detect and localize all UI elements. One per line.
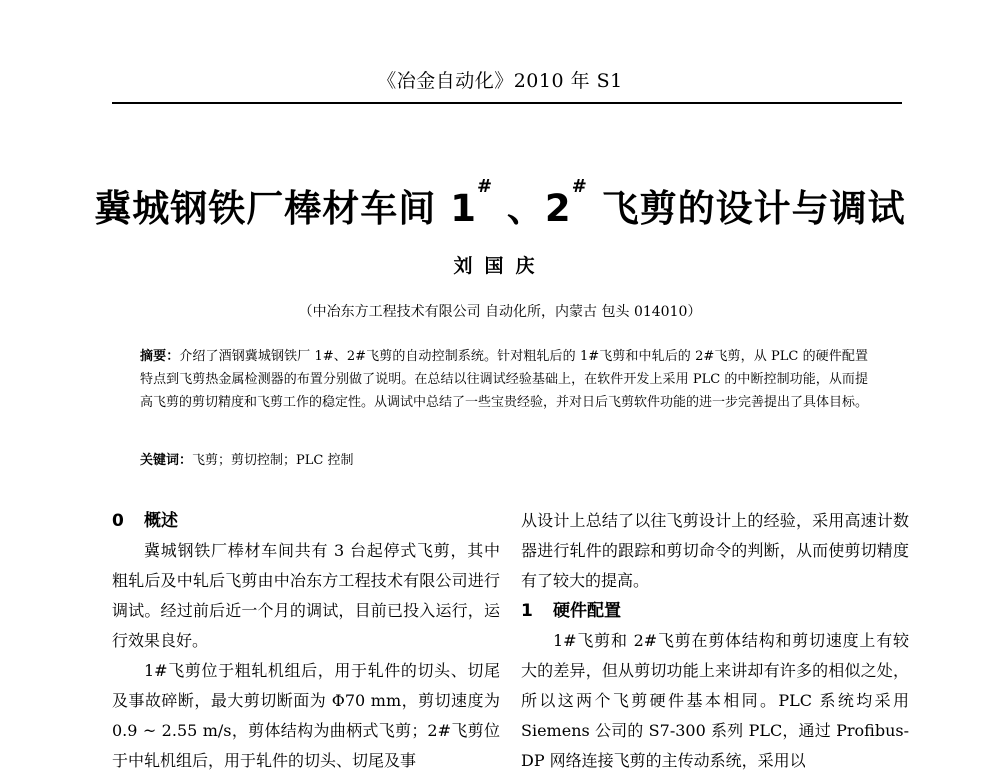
- right-paragraph-3: 1#飞剪和 2#飞剪在剪体结构和剪切速度上有较大的差异，但从剪切功能上来讲却有许多的相似之处，所以这两个飞剪硬件基本相同。PLC 系统均采用 Siemens 公司的 S7-300 系列 PLC，通过 Profibus-DP 网络连接飞剪的主传动系统，采用以: [521, 631, 909, 770]
- abstract-label: 摘要：: [140, 349, 180, 364]
- keywords-text: 飞剪；剪切控制；PLC 控制: [192, 453, 354, 468]
- title-part3: 飞剪的设计与调试: [587, 187, 906, 230]
- title-sup1: #: [476, 176, 494, 197]
- section-0-heading: [112, 506, 500, 536]
- section-0-title: 概述: [144, 511, 178, 531]
- title-part2: 、2: [493, 187, 572, 230]
- header-rule: [112, 102, 902, 104]
- left-paragraph-2: 1#飞剪位于粗轧机组后，用于轧件的切头、切尾及事故碎断，最大剪切断面为 Φ70 mm，剪切速度为 0.9 ~ 2.55 m/s，剪体结构为曲柄式飞剪；2#飞剪位于中轧机组后，用于轧件的切头、切尾及事: [112, 661, 500, 770]
- section-1-heading: [521, 596, 909, 626]
- title-sup2: #: [571, 176, 588, 197]
- abstract-text: 介绍了酒钢冀城钢铁厂 1#、2#飞剪的自动控制系统。针对粗轧后的 1#飞剪和中轧后的 2#飞剪，从 PLC 的硬件配置特点到飞剪热金属检测器的布置分别做了说明。在总结以往调试经验基础上，在软件开发上采用 PLC 的中断控制功能，从而提高飞剪的剪切精度和飞剪工作的稳定性。从调试中总结了一些宝贵经验，并对日后飞剪软件功能的进一步完善提出了具体目标。: [140, 349, 869, 410]
- abstract: [140, 345, 868, 414]
- title-part1: 冀城钢铁厂棒材车间 1: [94, 187, 477, 230]
- keywords-label: 关键词：: [140, 453, 193, 468]
- section-0-number: 0: [112, 511, 124, 531]
- section-1-number: 1: [521, 601, 533, 621]
- left-column: [112, 506, 500, 776]
- affiliation: （中冶东方工程技术有限公司 自动化所，内蒙古 包头 014010）: [298, 304, 702, 320]
- right-column: [521, 506, 909, 776]
- section-1-title: 硬件配置: [553, 601, 621, 621]
- paper-title: [0, 178, 1000, 232]
- right-paragraph-continued: 从设计上总结了以往飞剪设计上的经验，采用高速计数器进行轧件的跟踪和剪切命令的判断，从而使剪切精度有了较大的提高。: [521, 511, 909, 590]
- left-paragraph-1: 冀城钢铁厂棒材车间共有 3 台起停式飞剪，其中粗轧后及中轧后飞剪由中冶东方工程技术有限公司进行调试。经过前后近一个月的调试，目前已投入运行，运行效果良好。: [112, 541, 500, 650]
- keywords: [140, 449, 868, 468]
- author: 刘国庆: [453, 255, 547, 277]
- journal-header: 《冶金自动化》2010 年 S1: [377, 70, 623, 92]
